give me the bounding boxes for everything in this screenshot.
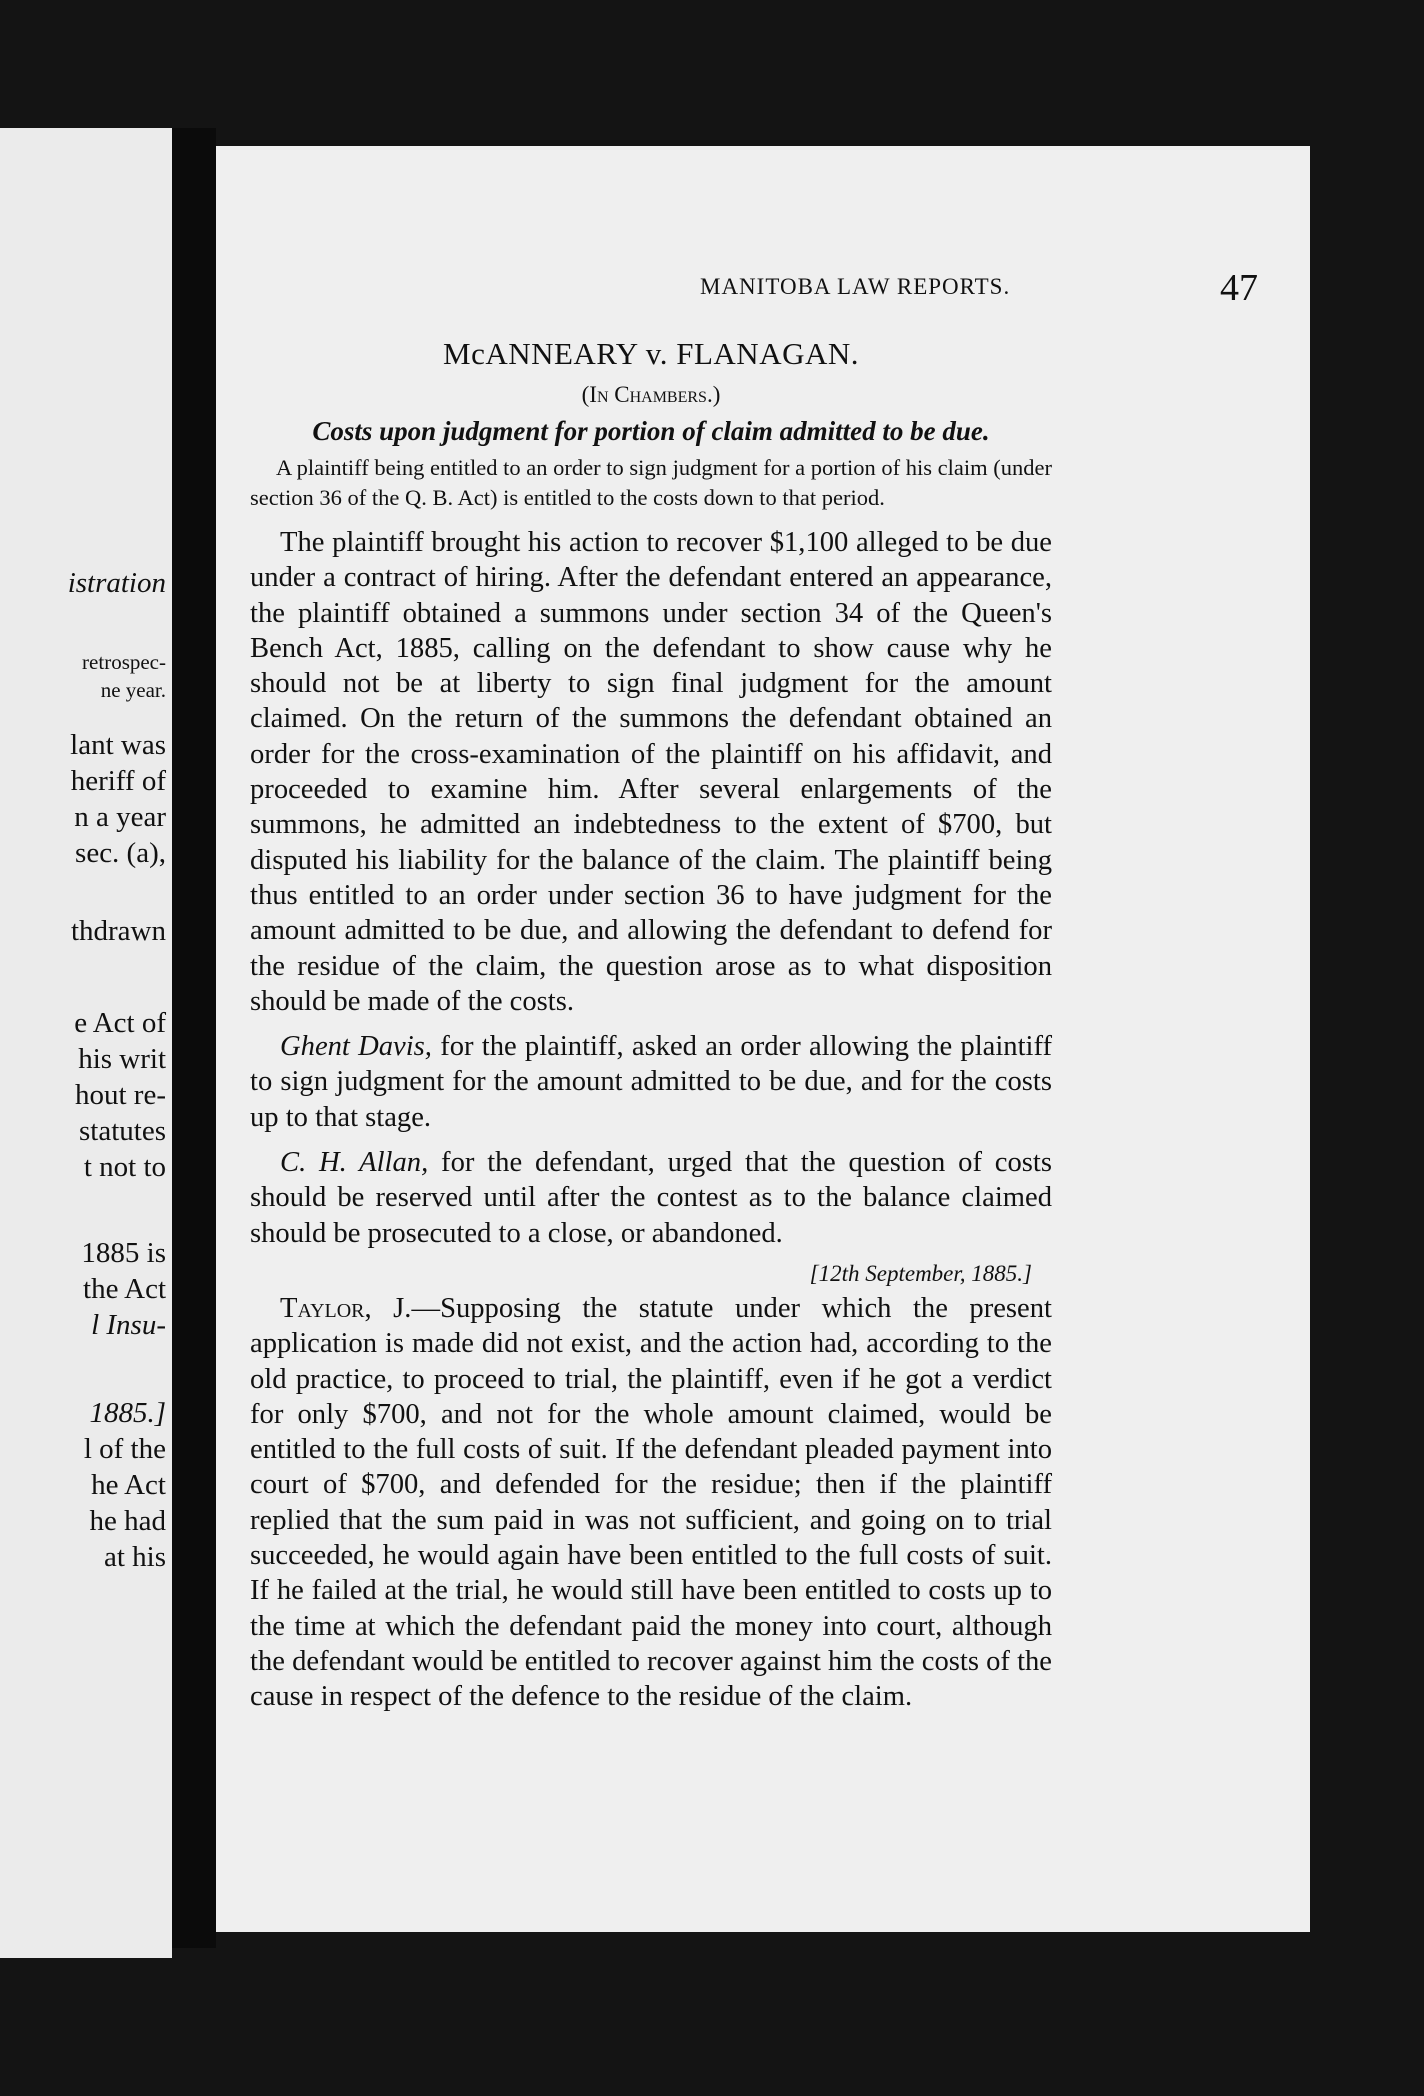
left-page-fragment: hout re- [75, 1079, 166, 1111]
judge-name: Taylor, J. [280, 1292, 412, 1324]
left-page-fragment: he Act [91, 1469, 166, 1501]
left-page-fragment: l of the [83, 1433, 166, 1465]
body-paragraph [250, 1029, 1052, 1135]
judgment-date: [12th September, 1885.] [809, 1260, 1032, 1286]
body-paragraph: The plaintiff brought his action to recover $1,100 alleged to be due under a contract of hiring. After the defendant entered an appearance, the plaintiff obtained a summons under section 34 of the Queen's Bench Act, 1885, calling on the defendant to show cause why he should not be at liberty to sign final judgment for the amount claimed. On the return of the summons the defendant obtained an order for the cross-examination of the plaintiff on his affidavit, and proceeded to examine him. After several enlargements of the summons, he admitted an indebtedness to the extent of $700, but disputed his liability for the balance of the claim. The plaintiff being thus entitled to an order under section 36 to have judgment for the amount admitted to be due, and allowing the defendant to defend for the residue of the claim, the question arose as to what disposition should be made of the costs. [250, 527, 1052, 1017]
page-header [478, 267, 1258, 314]
counsel-name: Ghent Davis, [280, 1031, 432, 1063]
left-page-fragment: n a year [74, 801, 166, 833]
body-paragraph [250, 1291, 1052, 1715]
left-page-fragment: lant was [70, 729, 166, 761]
left-page-fragment: at his [103, 1541, 166, 1573]
headnote-title: Costs upon judgment for portion of claim admitted to be due. [312, 416, 990, 446]
case-title: McANNEARY v. FLANAGAN. [443, 336, 859, 371]
left-page-fragment: statutes [79, 1115, 166, 1147]
left-page-fragment: 1885.] [89, 1397, 166, 1429]
chambers-note: (In Chambers.) [581, 382, 721, 407]
paragraph-text: for the defendant, urged that the question of costs should be reserved until after the contest as to the balance claimed should be prosecuted to a close, or abandoned. [250, 1147, 1052, 1249]
left-page-fragment: retrospec- [82, 650, 166, 674]
left-page-fragment: t not to [83, 1151, 166, 1183]
paragraph-text: —Supposing the statute under which the present application is made did not exist, and the action had, according to the old practice, to proceed to trial, the plaintiff, even if he got a verdict for only $700, and not for the whole amount claimed, would be entitled to the full costs of suit. If the defendant pleaded payment into court of $700, and defended for the residue; then if the plaintiff replied that the sum paid in was not sufficient, and going on to trial succeeded, he would again have been entitled to the full costs of suit. If he failed at the trial, he would still have been entitled to costs up to the time at which the defendant paid the money into court, although the defendant would be entitled to recover against him the costs of the cause in respect of the defence to the residue of the claim. [250, 1292, 1052, 1713]
main-page [216, 146, 1310, 1932]
body-paragraph [250, 1145, 1052, 1251]
left-page-fragment: 1885 is [81, 1237, 166, 1269]
book-gutter [172, 128, 216, 1948]
left-page-fragment: his writ [78, 1043, 166, 1075]
paragraph-text: for the plaintiff, asked an order allowing the plaintiff to sign judgment for the amount admitted to be due, and for the costs up to that stage. [250, 1031, 1052, 1133]
counsel-name: C. H. Allan, [280, 1147, 429, 1179]
left-page-fragment: sec. (a), [75, 837, 166, 869]
headnote: A plaintiff being entitled to an order to sign judgment for a portion of his claim (under section 36 of the Q. B. Act) is entitled to the costs down to that period. [250, 455, 1052, 510]
left-page-fragment: ne year. [100, 678, 166, 702]
left-page-fragment: the Act [83, 1273, 166, 1305]
page-number: 47 [1220, 267, 1258, 309]
left-facing-page [0, 128, 172, 1958]
left-page-fragment: heriff of [70, 765, 166, 797]
running-head: MANITOBA LAW REPORTS. [700, 274, 1011, 299]
left-page-fragment: thdrawn [70, 915, 166, 947]
left-page-fragment: l Insu- [91, 1309, 166, 1341]
left-page-fragment: he had [89, 1505, 166, 1537]
left-page-fragment: e Act of [74, 1007, 166, 1039]
report-content [250, 336, 1052, 1725]
left-page-fragment: istration [67, 567, 166, 599]
